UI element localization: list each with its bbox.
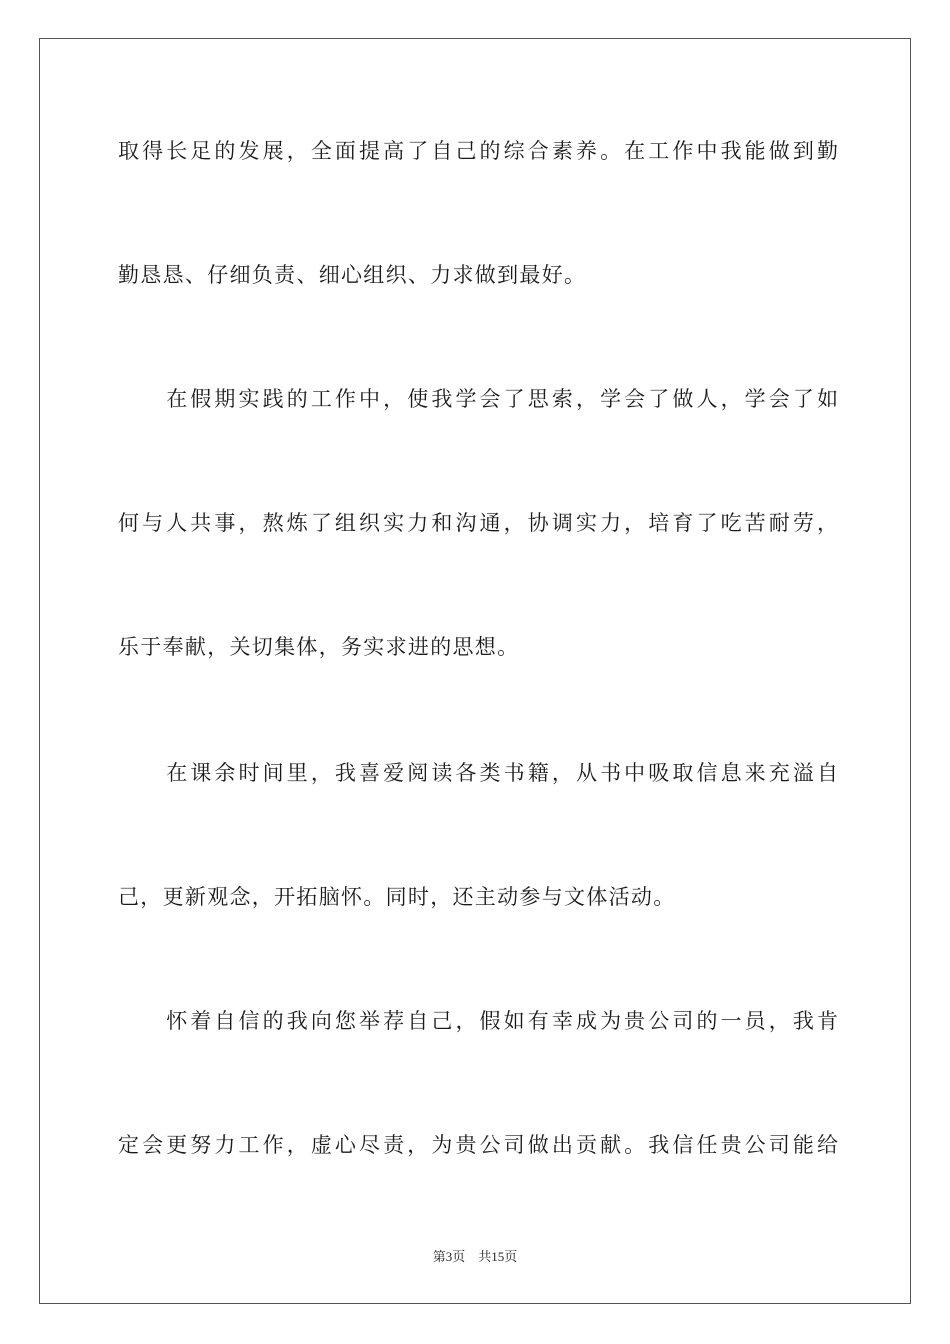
text-line-5: 乐于奉献，关切集体，务实求进的思想。 (118, 635, 520, 659)
page-number: 第3页 (432, 1249, 466, 1264)
text-line-1: 取得长足的发展，全面提高了自己的综合素养。在工作中我能做到勤 (118, 139, 838, 163)
text-line-3: 在假期实践的工作中，使我学会了思索，学会了做人，学会了如 (118, 387, 838, 411)
text-line-7: 己，更新观念，开拓脑怀。同时，还主动参与文体活动。 (118, 885, 676, 909)
page-total: 共15页 (478, 1249, 518, 1264)
text-line-6: 在课余时间里，我喜爱阅读各类书籍，从书中吸取信息来充溢自 (118, 761, 838, 785)
text-line-8: 怀着自信的我向您举荐自己，假如有幸成为贵公司的一员，我肯 (118, 1009, 838, 1033)
page-border (39, 38, 911, 1304)
page-footer (0, 1248, 950, 1266)
text-line-2: 勤恳恳、仔细负责、细心组织、力求做到最好。 (118, 263, 587, 287)
text-line-9: 定会更努力工作，虚心尽责，为贵公司做出贡献。我信任贵公司能给 (118, 1133, 838, 1157)
text-line-4: 何与人共事，熬炼了组织实力和沟通，协调实力，培育了吃苦耐劳， (118, 511, 838, 535)
